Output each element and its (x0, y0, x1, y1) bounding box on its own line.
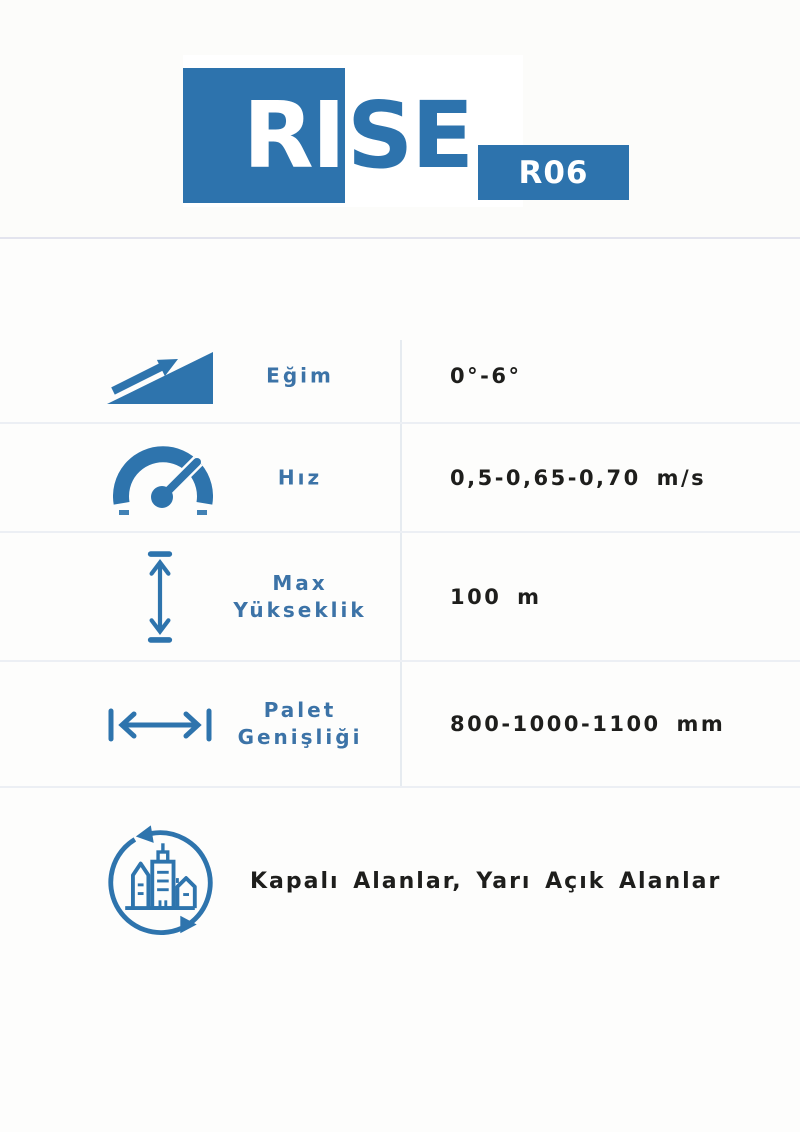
logo-ri-block (183, 68, 345, 203)
brand-header (0, 0, 800, 239)
spec-label-pallet-width: Palet Genişliği (237, 698, 363, 749)
model-badge (478, 145, 629, 200)
logo-text-ri: RI (242, 81, 344, 189)
spec-value-pallet-width: 800-1000-1100 mm (450, 712, 726, 736)
spec-row-max-height (0, 533, 800, 662)
spec-row-incline (0, 330, 800, 424)
spec-value-incline: 0°-6° (450, 364, 522, 388)
spec-row-pallet-width (0, 662, 800, 788)
spec-label-max-height: Max Yükseklik (233, 570, 367, 622)
model-badge-label: R06 (518, 154, 589, 191)
spec-label-speed: Hız (277, 465, 323, 489)
usage-section (0, 823, 800, 939)
usage-areas-text: Kapalı Alanlar, Yarı Açık Alanlar (250, 868, 722, 894)
spec-value-max-height: 100 m (450, 584, 542, 609)
logo-text-se: SE (347, 81, 473, 189)
spec-row-speed (0, 424, 800, 533)
spec-value-speed: 0,5-0,65-0,70 m/s (450, 465, 707, 490)
city-cycle-icon (102, 823, 218, 939)
spec-table (0, 330, 800, 788)
spec-label-incline: Eğim (266, 363, 334, 388)
